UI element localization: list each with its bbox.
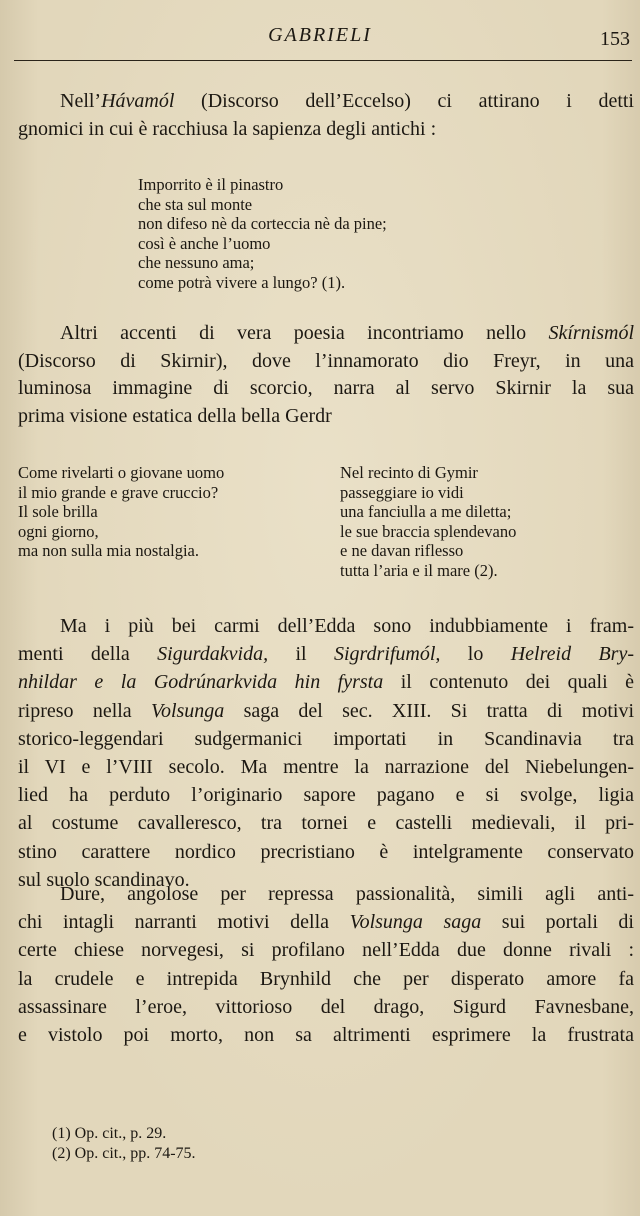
text-line: nhildar e la Godrúnarkvida hin fyrsta il contenuto dei quali è [18, 671, 635, 694]
text-line: Ma i più bei carmi dell’Edda sono indubbiamente i fram- [60, 615, 634, 637]
paragraph-havamol [18, 88, 634, 143]
text-line: lied ha perduto l’originario sapore pagano e si svolge, ligia [18, 784, 634, 807]
header-rule [14, 60, 632, 61]
text-line: la crudele e intrepida Brynhild che per disperato amore fa [18, 967, 634, 990]
verse-line: Il sole brilla [18, 502, 98, 521]
verse-line: come potrà vivere a lungo? (1). [138, 272, 346, 292]
text-line: gnomici in cui è racchiusa la sapienza degli antichi : [18, 117, 437, 140]
poem-gerdr-right-column [340, 463, 516, 580]
verse-line: le sue braccia splendevano [340, 521, 517, 541]
paragraph-rival-women [18, 880, 634, 1049]
verse-line: Nel recinto di Gymir [340, 463, 478, 482]
text-line: ripreso nella Volsunga saga del sec. XIII. Si tratta di motivi [18, 699, 635, 722]
text-line: prima visione estatica della bella Gerdr [18, 404, 332, 427]
footnote: (1) Op. cit., p. 29. [52, 1125, 167, 1142]
text-line: menti della Sigurdakvida, il Sigrdrifumól, lo Helreid Bry- [18, 643, 634, 666]
paragraph-skirnismol [18, 320, 634, 430]
running-head-title: GABRIELI [268, 24, 372, 46]
text-line: Nell’Hávamól (Discorso dell’Eccelso) ci attirano i detti [60, 90, 634, 112]
text-line: assassinare l’eroe, vittorioso del drago, Sigurd Favnesbane, [18, 995, 634, 1018]
verse-line: e ne davan riflesso [340, 541, 464, 560]
text-line: chi intagli narranti motivi della Volsunga saga sui portali di [18, 911, 634, 934]
verse-line: così è anche l’uomo [138, 233, 271, 253]
text-line: certe chiese norvegesi, si profilano nell’Edda due donne rivali : [18, 939, 634, 962]
verse-line: ogni giorno, [18, 521, 99, 541]
verse-line: tutta l’aria e il mare (2). [340, 560, 498, 580]
text-line: storico-leggendari sudgermanici importati in Scandinavia tra [18, 727, 634, 750]
verse-line: Imporrito è il pinastro [138, 175, 284, 194]
footnotes [52, 1124, 196, 1163]
text-line: e vistolo poi morto, non sa altrimenti esprimere la frustrata [18, 1024, 634, 1047]
text-line: Altri accenti di vera poesia incontriamo nello Skírnismól [60, 322, 634, 344]
text-line: al costume cavalleresco, tra tornei e castelli medievali, il pri- [18, 812, 634, 835]
verse-line: Come rivelarti o giovane uomo [18, 463, 225, 482]
verse-line: il mio grande e grave cruccio? [18, 482, 219, 502]
verse-line: non difeso nè da corteccia nè da pine; [138, 214, 387, 233]
poem-gerdr-left-column [18, 463, 224, 561]
text-line: (Discorso di Skirnir), dove l’innamorato dio Freyr, in una [18, 349, 634, 372]
verse-line: ma non sulla mia nostalgia. [18, 541, 200, 560]
paragraph-sigurd-fragments [18, 612, 634, 894]
text-line: stino carattere nordico precristiano è intelgramente conservato [18, 840, 634, 863]
poem-pinastro [138, 175, 387, 292]
verse-line: passeggiare io vidi [340, 482, 464, 502]
text-line: il VI e l’VIII secolo. Ma mentre la narrazione del Niebelungen- [18, 756, 634, 779]
text-line: Dure, angolose per repressa passionalità, simili agli anti- [60, 883, 634, 905]
page-number: 153 [600, 28, 630, 50]
verse-line: che nessuno ama; [138, 253, 255, 272]
footnote: (2) Op. cit., pp. 74-75. [52, 1144, 196, 1162]
text-line: sul suolo scandinavo. [18, 868, 190, 891]
text-line: luminosa immagine di scorcio, narra al servo Skirnir la sua [18, 377, 634, 399]
verse-line: una fanciulla a me diletta; [340, 502, 512, 521]
verse-line: che sta sul monte [138, 194, 253, 214]
